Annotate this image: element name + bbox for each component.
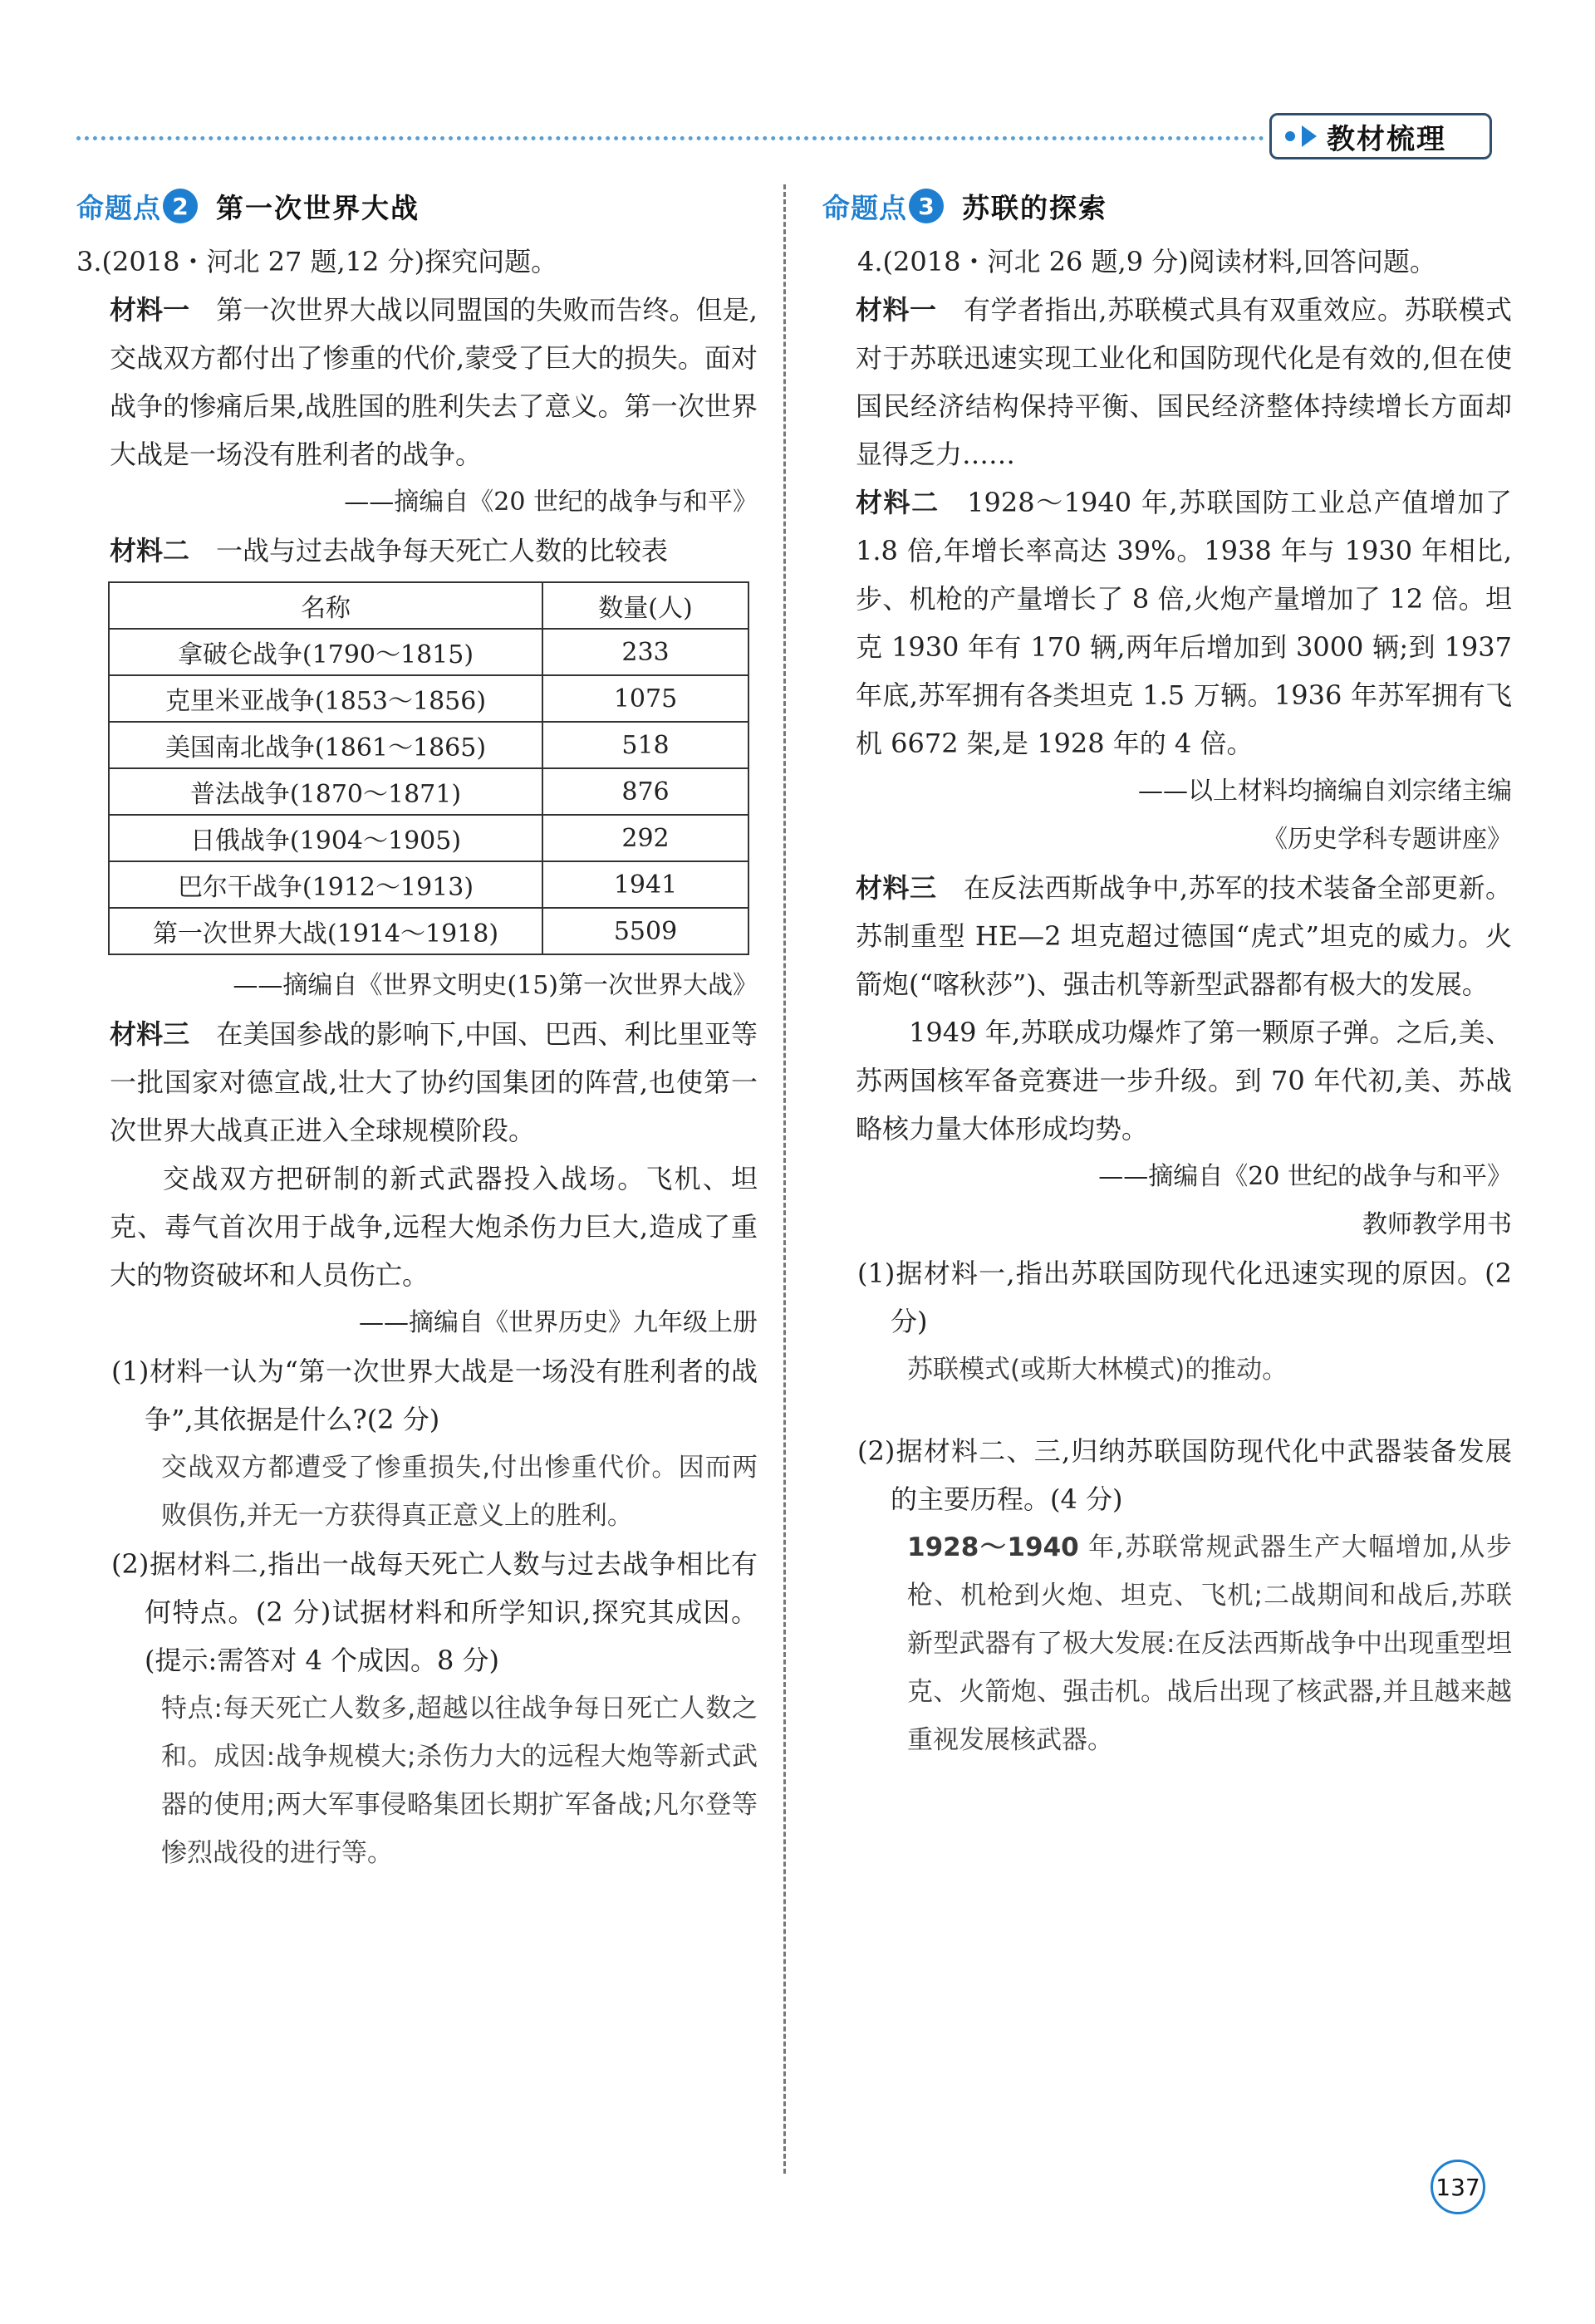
table-row bbox=[109, 908, 748, 954]
table-cell-name: 日俄战争(1904～1905) bbox=[109, 815, 542, 861]
topic-prefix: 命题点 bbox=[822, 191, 907, 224]
answer-1: 苏联模式(或斯大林模式)的推动。 bbox=[907, 1355, 1288, 1385]
material-1-title: 材料一 bbox=[110, 294, 190, 326]
topic-title: 第一次世界大战 bbox=[216, 191, 420, 224]
material-3-text-2: 1949 年,苏联成功爆炸了第一颗原子弹。之后,美、苏两国核军备竞赛进一步升级。到 70 年代初,美、苏战略核力量大体形成均势。 bbox=[856, 1017, 1512, 1145]
material-2 bbox=[76, 527, 758, 575]
table-row bbox=[109, 722, 748, 768]
answer-1: 交战双方都遭受了惨重损失,付出惨重代价。因而两败俱伤,并无一方获得真正意义上的胜利。 bbox=[161, 1453, 758, 1531]
material-3-title: 材料三 bbox=[110, 1018, 190, 1050]
table-row bbox=[109, 815, 748, 861]
material-1-source: ——摘编自《20 世纪的战争与和平》 bbox=[344, 488, 758, 517]
table-cell-value: 292 bbox=[542, 815, 748, 861]
material-1-text: 第一次世界大战以同盟国的失败而告终。但是,交战双方都付出了惨重的代价,蒙受了巨大的损失。面对战争的惨痛后果,战胜国的胜利失去了意义。第一次世界大战是一场没有胜利者的战争。 bbox=[110, 294, 758, 470]
material-1-title: 材料一 bbox=[856, 294, 937, 326]
material-3-title: 材料三 bbox=[856, 872, 937, 904]
table-cell-value: 876 bbox=[542, 768, 748, 815]
table-cell-name: 第一次世界大战(1914～1918) bbox=[109, 908, 542, 954]
topic-number-badge: 3 bbox=[909, 189, 944, 223]
death-toll-table bbox=[108, 581, 749, 955]
question-3-stem: 3.(2018・河北 27 题,12 分)探究问题。 bbox=[76, 246, 558, 277]
material-2-source-line-1: ——以上材料均摘编自刘宗绪主编 bbox=[1138, 777, 1512, 806]
table-cell-value: 233 bbox=[542, 629, 748, 675]
material-2 bbox=[822, 478, 1512, 767]
table-cell-name: 克里米亚战争(1853～1856) bbox=[109, 675, 542, 722]
table-cell-name: 拿破仑战争(1790～1815) bbox=[109, 629, 542, 675]
material-3 bbox=[822, 864, 1512, 1008]
material-3 bbox=[76, 1010, 758, 1155]
topic-number-badge: 2 bbox=[163, 189, 198, 223]
bullet-dot-icon bbox=[1285, 131, 1295, 141]
table-cell-name: 普法战争(1870～1871) bbox=[109, 768, 542, 815]
material-2-source-line-2: 《历史学科专题讲座》 bbox=[1263, 825, 1512, 854]
topic-prefix: 命题点 bbox=[76, 191, 161, 224]
header-dotted-rule bbox=[76, 136, 1264, 140]
table-cell-value: 1075 bbox=[542, 675, 748, 722]
table-cell-value: 1941 bbox=[542, 861, 748, 908]
table-header-row bbox=[109, 582, 748, 629]
table-row bbox=[109, 675, 748, 722]
table-cell-value: 5509 bbox=[542, 908, 748, 954]
right-column bbox=[822, 183, 1512, 1764]
sub-question-1: (1)材料一认为“第一次世界大战是一场没有胜利者的战争”,其依据是什么?(2 分) bbox=[111, 1356, 758, 1435]
sub-question-2: (2)据材料二、三,归纳苏联国防现代化中武器装备发展的主要历程。(4 分) bbox=[857, 1435, 1512, 1515]
material-1 bbox=[76, 286, 758, 478]
section-tag-label: 教材梳理 bbox=[1327, 122, 1446, 156]
answer-2 bbox=[822, 1523, 1512, 1764]
answer-2: 特点:每天死亡人数多,超越以往战争每日死亡人数之和。成因:战争规模大;杀伤力大的远程大炮等新式武器的使用;两大军事侵略集团长期扩军备战;凡尔登等惨烈战役的进行等。 bbox=[161, 1694, 758, 1868]
table-row bbox=[109, 861, 748, 908]
answer-2-rest: 年,苏联常规武器生产大幅增加,从步枪、机枪到火炮、坦克、飞机;二战期间和战后,苏联新型武器有了极大发展:在反法西斯战争中出现重型坦克、火箭炮、强击机。战后出现了核武器,并且越来越重视发展核武器。 bbox=[907, 1532, 1513, 1755]
material-2-title: 材料二 bbox=[110, 535, 190, 566]
topic-heading-3 bbox=[822, 183, 1512, 229]
question-4-stem: 4.(2018・河北 26 题,9 分)阅读材料,回答问题。 bbox=[857, 246, 1436, 277]
material-3-source: ——摘编自《世界历史》九年级上册 bbox=[359, 1308, 758, 1337]
material-3-text-2: 交战双方把研制的新式武器投入战场。飞机、坦克、毒气首次用于战争,远程大炮杀伤力巨大,造成了重大的物资破坏和人员伤亡。 bbox=[110, 1163, 758, 1291]
material-1-text: 有学者指出,苏联模式具有双重效应。苏联模式对于苏联迅速实现工业化和国防现代化是有效的,但在使国民经济结构保持平衡、国民经济整体持续增长方面却显得乏力…… bbox=[856, 294, 1512, 470]
sub-question-1: (1)据材料一,指出苏联国防现代化迅速实现的原因。(2 分) bbox=[857, 1258, 1512, 1337]
material-3-text: 在美国参战的影响下,中国、巴西、利比里亚等一批国家对德宣战,壮大了协约国集团的阵营,也使第一次世界大战真正进入全球规模阶段。 bbox=[110, 1018, 758, 1146]
answer-2-lead: 1928～1940 bbox=[907, 1532, 1079, 1562]
table-cell-name: 美国南北战争(1861～1865) bbox=[109, 722, 542, 768]
material-2-text: 1928～1940 年,苏联国防工业总产值增加了 1.8 倍,年增长率高达 39%。1938 年与 1930 年相比,步、机枪的产量增长了 8 倍,火炮产量增加了 12 倍。坦克 1930 年有 170 辆,两年后增加到 3000 辆;到 1937 年底,苏军拥有各类坦克 1.5 万辆。1936 年苏军拥有飞机 6672 架,是 1928 年的 4 倍。 bbox=[856, 487, 1512, 759]
table-header-name: 名称 bbox=[109, 582, 542, 629]
page-number: 137 bbox=[1431, 2160, 1485, 2214]
material-2-title: 材料二 bbox=[856, 487, 940, 518]
material-3-source-line-2: 教师教学用书 bbox=[1362, 1210, 1512, 1239]
sub-question-2: (2)据材料二,指出一战每天死亡人数与过去战争相比有何特点。(2 分)试据材料和所学知识,探究其成因。(提示:需答对 4 个成因。8 分) bbox=[111, 1548, 758, 1676]
left-column bbox=[76, 183, 758, 1877]
material-1 bbox=[822, 286, 1512, 478]
play-arrow-icon bbox=[1302, 125, 1317, 147]
topic-title: 苏联的探索 bbox=[962, 191, 1107, 224]
table-row bbox=[109, 629, 748, 675]
section-tag bbox=[1269, 113, 1492, 159]
column-divider bbox=[783, 184, 786, 2174]
table-header-count: 数量(人) bbox=[542, 582, 748, 629]
material-3-text: 在反法西斯战争中,苏军的技术装备全部更新。苏制重型 HE—2 坦克超过德国“虎式”坦克的威力。火箭炮(“喀秋莎”)、强击机等新型武器都有极大的发展。 bbox=[856, 872, 1512, 1000]
table-cell-value: 518 bbox=[542, 722, 748, 768]
material-3-source-line-1: ——摘编自《20 世纪的战争与和平》 bbox=[1098, 1162, 1512, 1191]
topic-heading-2 bbox=[76, 183, 758, 229]
table-row bbox=[109, 768, 748, 815]
material-2-source: ——摘编自《世界文明史(15)第一次世界大战》 bbox=[233, 971, 758, 1000]
table-cell-name: 巴尔干战争(1912～1913) bbox=[109, 861, 542, 908]
material-2-text: 一战与过去战争每天死亡人数的比较表 bbox=[189, 535, 669, 566]
